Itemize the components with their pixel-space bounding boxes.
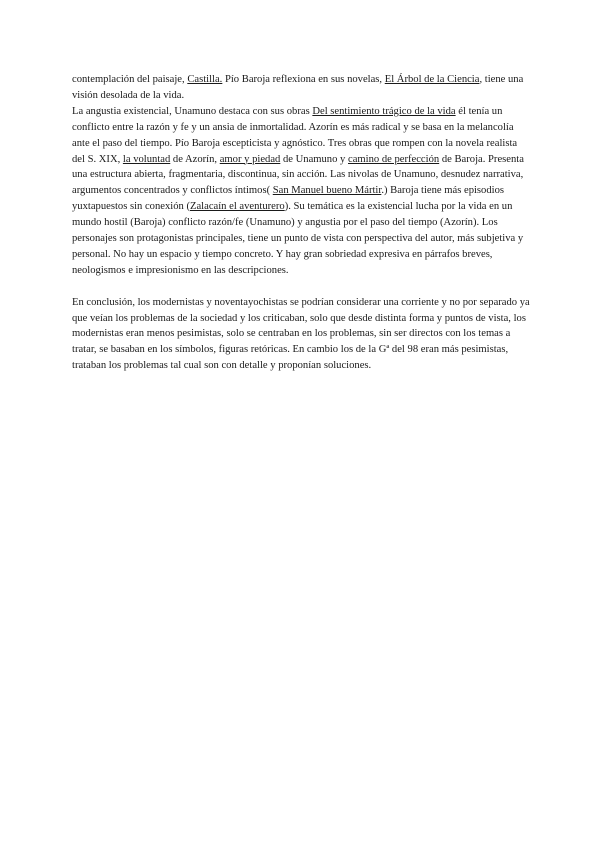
text-run: La angustia existencial, Unamuno destaca con sus obras — [72, 105, 313, 117]
underlined-title-castilla: Castilla. — [187, 74, 223, 85]
text-run: de Baroja. Presenta una estructura abierta, fragmentaria, discontinua, sin acción. Las nivolas de Unamuno, desnudez narrativa, argumentos concentrados y conflictos íntimos( — [72, 153, 524, 197]
paragraph-angustia-existencial — [72, 104, 530, 279]
underlined-title-la-voluntad: la voluntad — [122, 153, 171, 165]
underlined-title-del-sentimiento-tragico: Del sentimiento trágico de la vida — [312, 105, 456, 117]
text-run: de Azorín, — [170, 153, 220, 165]
underlined-title-zalacain-el-aventurero: Zalacaín el aventurero — [190, 201, 285, 213]
document-page — [72, 72, 530, 374]
text-run: contemplación del paisaje, — [72, 74, 188, 85]
text-run: ). Su temática es la existencial lucha por la vida en un mundo hostil (Baroja) conflicto razón/fe (Unamuno) y angustia por el paso del tiempo (Azorín). Los personajes son protagonistas principales, tiene un punto de vista con perspectiva del autor, más subjetiva y personal. No hay un espacio y tiempo concreto. Y hay gran sobriedad expresiva en párrafos breves, neologismos e impresionismo en las descripciones. — [72, 201, 524, 276]
text-run: , tiene una visión desolada de la vida. — [72, 74, 524, 101]
underlined-title-amor-y-piedad: amor y piedad — [219, 153, 281, 165]
paragraph-spacer — [72, 279, 530, 295]
underlined-title-san-manuel-bueno-martir: San Manuel bueno Mártir — [272, 185, 382, 197]
text-run: .) Baroja tiene más episodios yuxtapuestos sin conexión ( — [72, 185, 505, 213]
text-run: de Unamuno y — [280, 153, 348, 165]
underlined-title-el-arbol-de-la-ciencia: El Árbol de la Ciencia — [384, 74, 480, 85]
paragraph-conclusion: En conclusión, los modernistas y noventayochistas se podrían considerar una corriente y no por separado ya que veían los problemas de la sociedad y los criticaban, solo que desde distinta forma y puntos de vista, los modernistas eran menos pesimistas, solo se centraban en los problemas, sin ser directos con los temas a tratar, se basaban en los símbolos, figuras retóricas. En cambio los de la Gª del 98 eran más pesimistas, trataban los problemas tal cual son con detalle y proponían soluciones. — [72, 296, 530, 372]
paragraph-continuation — [72, 72, 530, 104]
text-run: Pío Baroja reflexiona en sus novelas, — [222, 74, 385, 85]
text-run: él tenía un conflicto entre la razón y fe y un ansia de inmortalidad. Azorín es más radical y se basa en la melancolía ante el paso del tiempo. Pío Baroja escepticista y agnóstico. Tres obras que rompen con la novela realista del S. XIX, — [72, 105, 518, 165]
underlined-title-camino-de-perfeccion: camino de perfección — [348, 153, 440, 165]
